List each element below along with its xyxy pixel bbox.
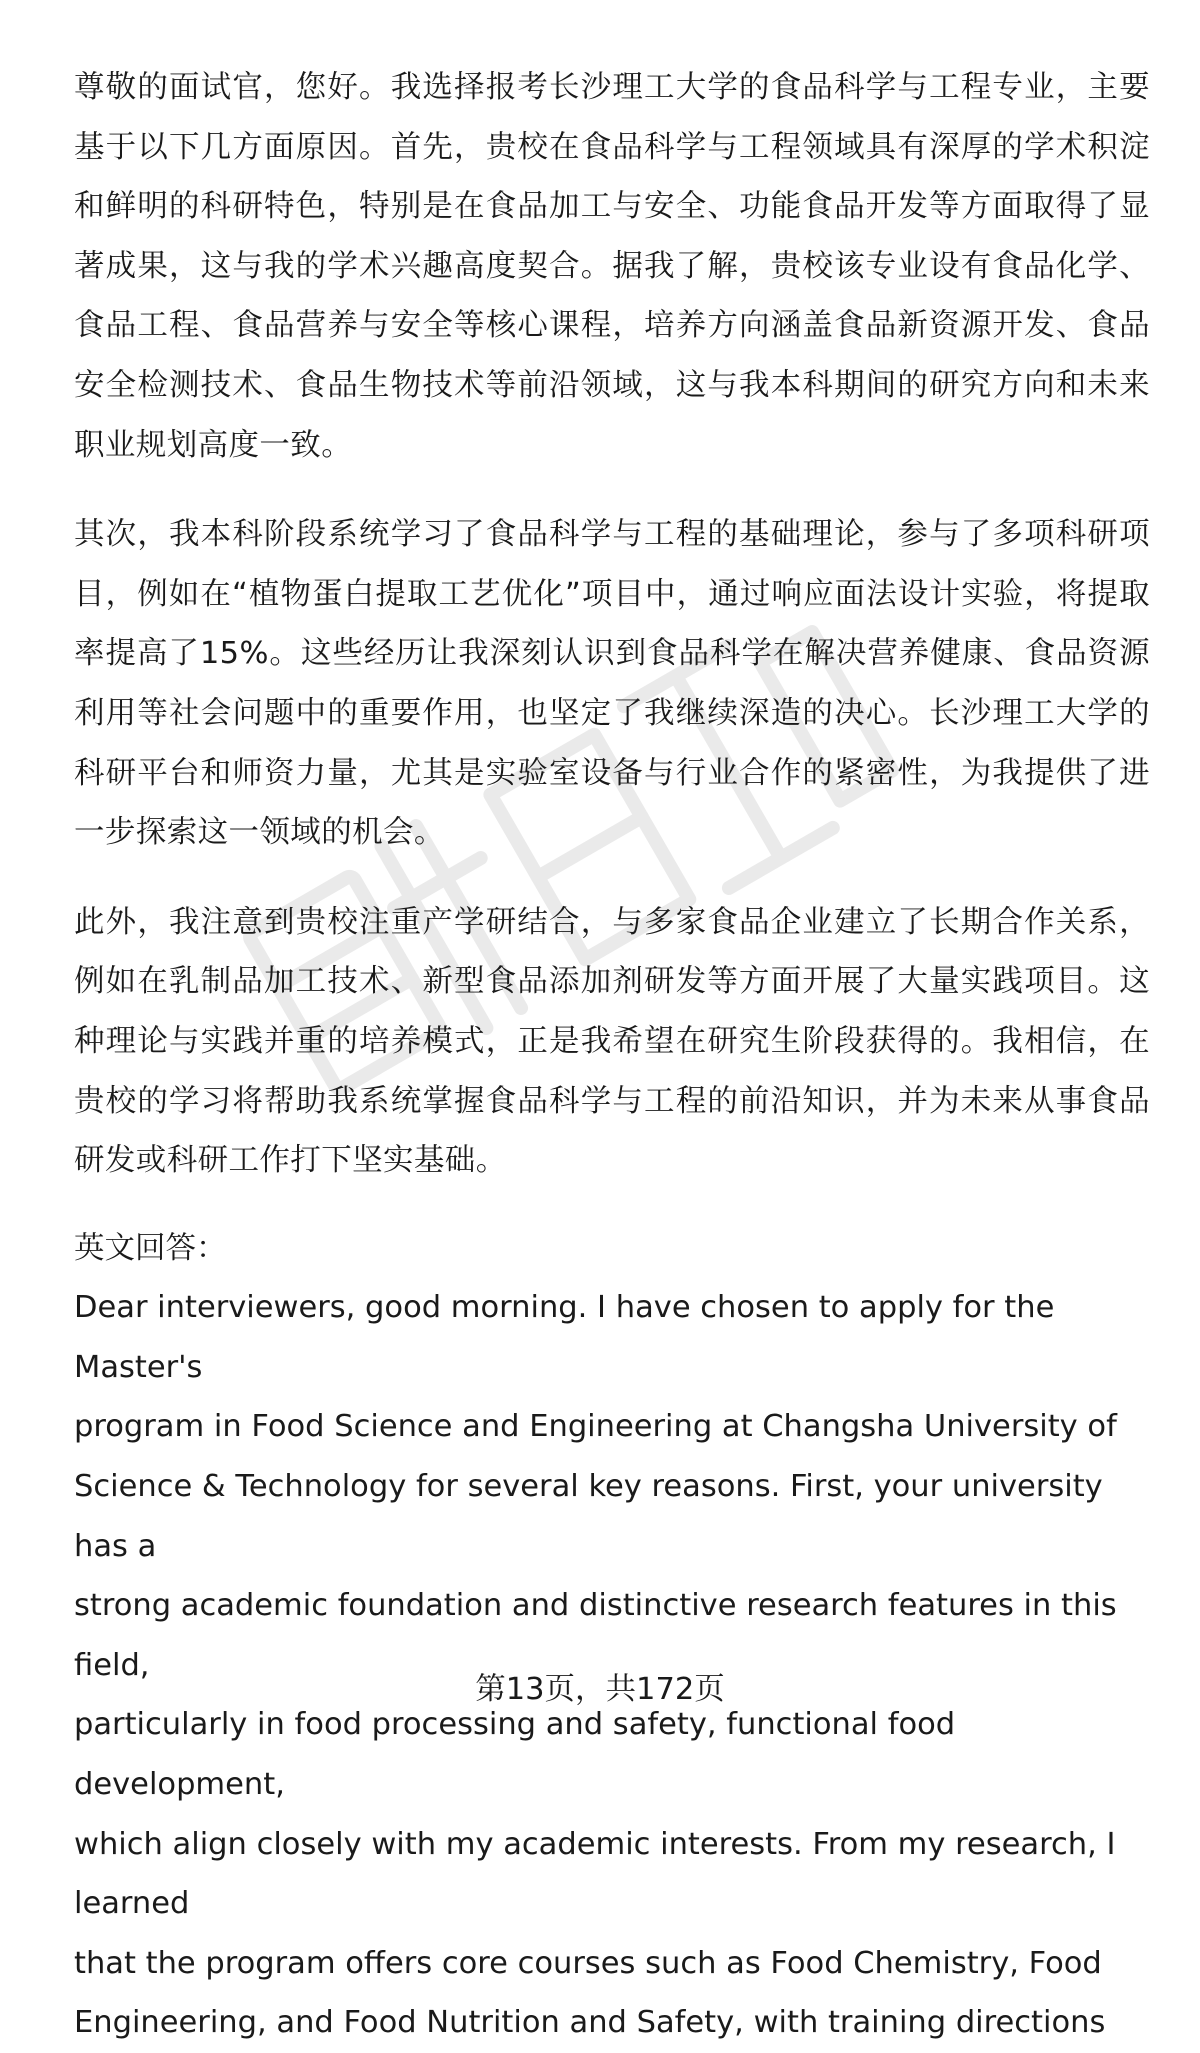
paragraph-3: 此外，我注意到贵校注重产学研结合，与多家食品企业建立了长期合作关系，例如在乳制品加工技术、新型食品添加剂研发等方面开展了大量实践项目。这种理论与实践并重的培养模式，正是我希望在研究生阶段获得的。我相信，在贵校的学习将帮助我系统掌握食品科学与工程的前沿知识，并为未来从事食品研发或科研工作打下坚实基础。 [74, 904, 1150, 1179]
paragraph-2: 其次，我本科阶段系统学习了食品科学与工程的基础理论，参与了多项科研项目，例如在“植物蛋白提取工艺优化”项目中，通过响应面法设计实验，将提取率提高了15%。这些经历让我深刻认识到食品科学在解决营养健康、食品资源利用等社会问题中的重要作用，也坚定了我继续深造的决心。长沙理工大学的科研平台和师资力量，尤其是实验室设备与行业合作的紧密性，为我提供了进一步探索这一领域的机会。 [74, 517, 1150, 851]
english-answer [74, 1278, 1150, 2053]
paragraph-1: 尊敬的面试官，您好。我选择报考长沙理工大学的食品科学与工程专业，主要基于以下几方面原因。首先，贵校在食品科学与工程领域具有深厚的学术积淀和鲜明的科研特色，特别是在食品加工与安全、功能食品开发等方面取得了显著成果，这与我的学术兴趣高度契合。据我了解，贵校该专业设有食品化学、食品工程、食品营养与安全等核心课程，培养方向涵盖食品新资源开发、食品安全检测技术、食品生物技术等前沿领域，这与我本科期间的研究方向和未来职业规划高度一致。 [74, 70, 1150, 463]
english-line: particularly in food processing and safety, functional food development, [74, 1707, 956, 1803]
english-line: strong academic foundation and distinctive research features in this field, [74, 1588, 1117, 1683]
english-line: that the program offers core courses such as Food Chemistry, Food [74, 1945, 1102, 1981]
english-line: which align closely with my academic interests. From my research, I learned [74, 1826, 1116, 1922]
english-answer-label: 英文回答： [74, 1230, 227, 1266]
document-body [74, 58, 1150, 2053]
english-line: program in Food Science and Engineering at Changsha University of [74, 1409, 1117, 1445]
english-line: Science & Technology for several key reasons. First, your university has a [74, 1469, 1103, 1564]
page-number: 第13页，共172页 [475, 1672, 725, 1707]
english-line: Engineering, and Food Nutrition and Safety, with training directions [74, 2005, 1106, 2041]
english-line: Dear interviewers, good morning. I have chosen to apply for the Master's [74, 1290, 1055, 1385]
